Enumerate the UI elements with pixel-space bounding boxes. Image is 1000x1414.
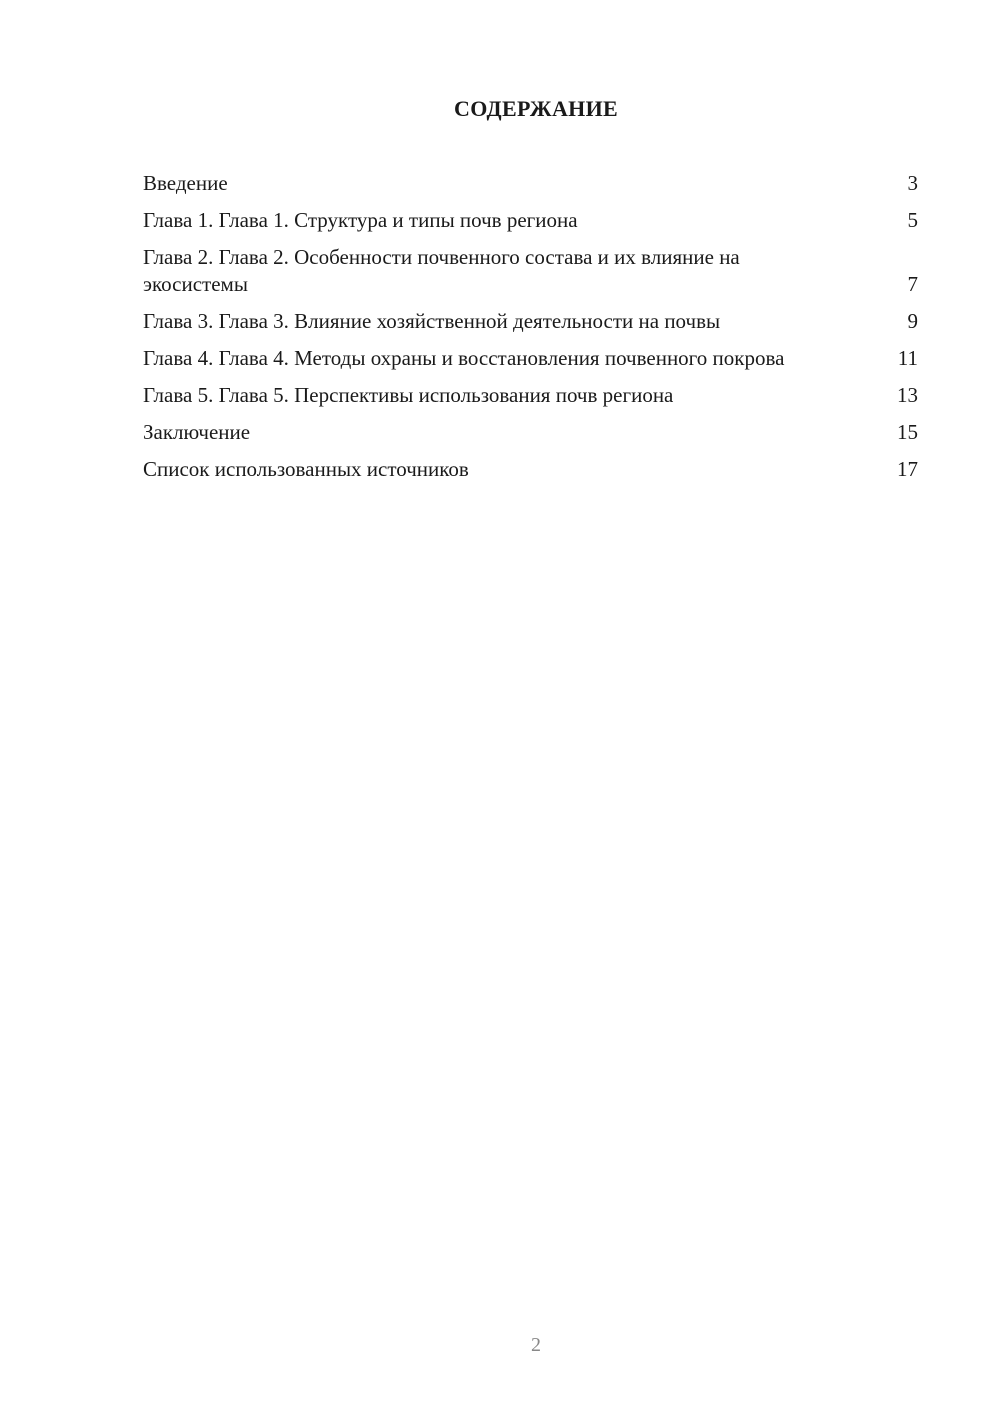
toc-entry-label: Глава 2. Глава 2. Особенности почвенного состава и их влияние на экосистемы (143, 245, 740, 296)
toc-entry-chapter-3 (143, 308, 918, 335)
table-of-contents (143, 170, 918, 493)
toc-entry-conclusion (143, 419, 918, 446)
page-title: СОДЕРЖАНИЕ (454, 96, 618, 121)
toc-entry-page: 3 (907, 171, 918, 195)
toc-entry-label: Заключение (143, 420, 251, 444)
toc-entry-chapter-4 (143, 345, 918, 372)
toc-entry-page: 17 (897, 457, 918, 481)
toc-entry-page: 11 (897, 346, 918, 370)
toc-entry-page: 5 (907, 208, 918, 232)
toc-entry-page: 13 (897, 383, 918, 407)
toc-entry-label: Введение (143, 171, 228, 195)
page-number: 2 (531, 1334, 541, 1356)
toc-entry-chapter-1 (143, 207, 918, 234)
toc-entry-page: 9 (907, 309, 918, 333)
toc-entry-label: Глава 1. Глава 1. Структура и типы почв региона (143, 208, 578, 232)
toc-entry-label: Глава 5. Глава 5. Перспективы использования почв региона (143, 383, 674, 407)
toc-entry-label: Список использованных источников (143, 457, 469, 481)
toc-entry-references (143, 456, 918, 483)
toc-entry-label: Глава 3. Глава 3. Влияние хозяйственной деятельности на почвы (143, 309, 721, 333)
toc-entry-chapter-5 (143, 382, 918, 409)
toc-entry-chapter-2 (143, 244, 918, 298)
toc-entry-introduction (143, 170, 918, 197)
toc-entry-page: 7 (907, 272, 918, 296)
toc-entry-page: 15 (897, 420, 918, 444)
toc-entry-label: Глава 4. Глава 4. Методы охраны и восстановления почвенного покрова (143, 346, 785, 370)
